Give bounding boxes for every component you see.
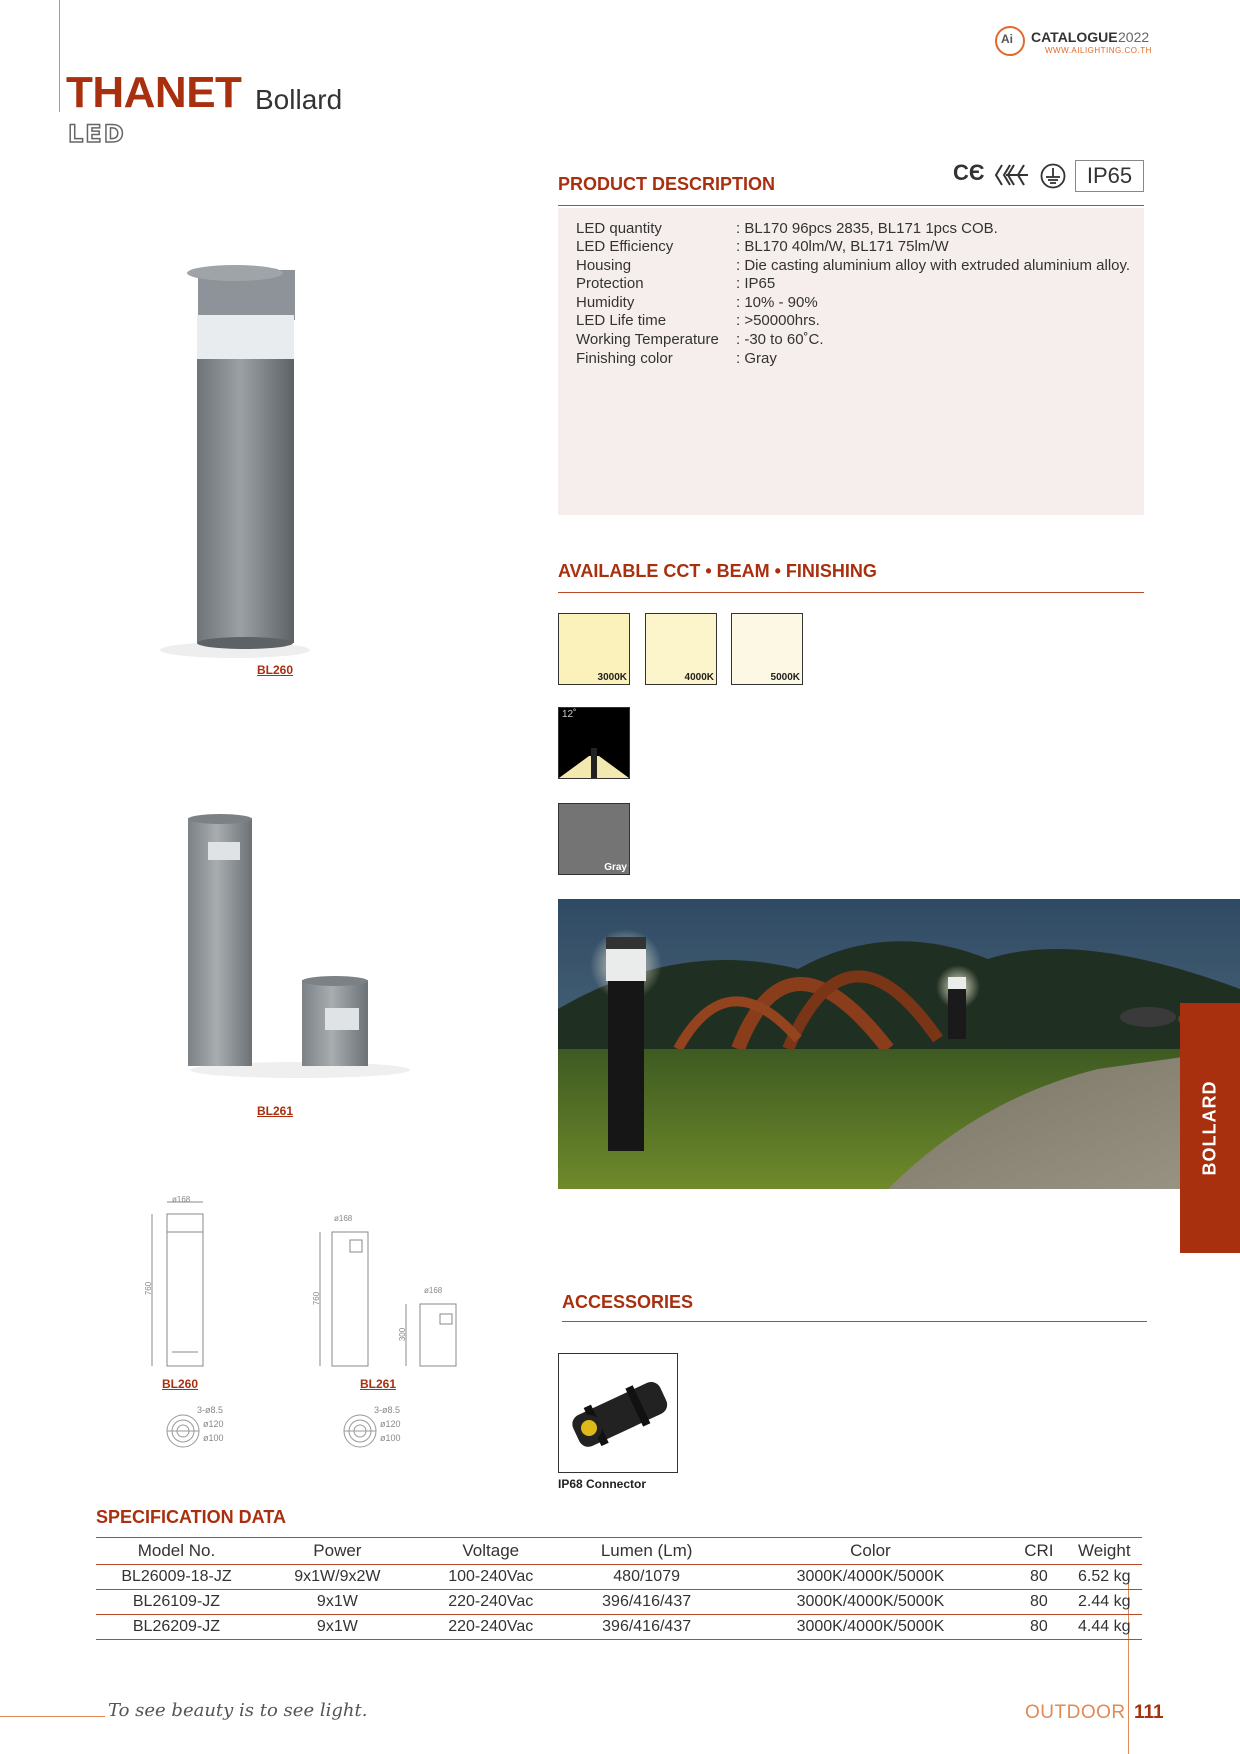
cct-swatch-5000k: 5000K (731, 613, 803, 685)
table-cell: 480/1079 (564, 1565, 730, 1590)
column-header: Weight (1067, 1538, 1142, 1565)
divider (558, 205, 1144, 206)
beam-angle-label: 12˚ (562, 709, 577, 720)
bl261-product-image (180, 812, 420, 1080)
table-cell: 9x1W (257, 1615, 418, 1640)
column-header: CRI (1011, 1538, 1066, 1565)
desc-row-finishing: Finishing color : Gray (576, 350, 777, 367)
desc-row-led-efficiency: LED Efficiency : BL170 40lm/W, BL171 75lm/W (576, 238, 949, 255)
table-cell: 396/416/437 (564, 1590, 730, 1615)
table-header-row (96, 1538, 1142, 1565)
ip68-connector-image (558, 1353, 678, 1473)
column-header: Color (730, 1538, 1012, 1565)
led-badge: LED (68, 120, 126, 148)
bl261-height-label: 760 (312, 1291, 322, 1306)
bl260-base-plan-drawing (165, 1401, 245, 1451)
ip68-connector-label: IP68 Connector (558, 1477, 647, 1491)
table-cell: 396/416/437 (564, 1615, 730, 1640)
bl260-dimension-drawing (130, 1192, 230, 1368)
catalogue-label: CATALOGUE (1031, 29, 1118, 45)
desc-row-life-time: LED Life time : >50000hrs. (576, 312, 820, 329)
bl261-base-plan-drawing (340, 1401, 430, 1451)
desc-row-housing: Housing : Die casting aluminium alloy with extruded aluminium alloy. (576, 257, 1131, 274)
table-cell: 3000K/4000K/5000K (730, 1565, 1012, 1590)
bl260-holes-label: 3-ø8.5 (197, 1405, 224, 1415)
bl260-drawing-caption: BL260 (162, 1377, 199, 1391)
ukca-mark-icon (994, 162, 1030, 188)
bl261-base-label: ø100 (380, 1433, 401, 1443)
footer-tagline: To see beauty is to see light. (108, 1700, 368, 1721)
table-cell: BL26109-JZ (96, 1590, 257, 1615)
column-header: Voltage (418, 1538, 564, 1565)
catalogue-year: 2022 (1118, 29, 1150, 45)
table-cell: BL26009-18-JZ (96, 1565, 257, 1590)
table-row (96, 1565, 1142, 1590)
cct-swatch-3000k: 3000K (558, 613, 630, 685)
bl261-drawing-caption: BL261 (360, 1377, 397, 1391)
class-earth-icon (1040, 163, 1066, 189)
table-cell: 9x1W/9x2W (257, 1565, 418, 1590)
desc-row-humidity: Humidity : 10% - 90% (576, 294, 818, 311)
bl261-small-height-label: 300 (398, 1327, 408, 1342)
bl261-small-diameter-label: ø168 (424, 1286, 443, 1295)
table-cell: 2.44 kg (1067, 1590, 1142, 1615)
table-cell: BL26209-JZ (96, 1615, 257, 1640)
bl261-dimension-drawing (310, 1210, 470, 1368)
ip-rating-badge: IP65 (1075, 160, 1144, 192)
column-header: Lumen (Lm) (564, 1538, 730, 1565)
specification-table (96, 1537, 1142, 1640)
table-cell: 80 (1011, 1590, 1066, 1615)
table-cell: 80 (1011, 1615, 1066, 1640)
divider (558, 592, 1144, 593)
header-accent-line (59, 0, 60, 112)
cct-swatch-4000k: 4000K (645, 613, 717, 685)
footer-section-label: OUTDOOR (1025, 1702, 1126, 1723)
desc-row-led-quantity: LED quantity : BL170 96pcs 2835, BL171 1pcs COB. (576, 220, 998, 237)
table-cell: 3000K/4000K/5000K (730, 1590, 1012, 1615)
page-number: 111 (1134, 1702, 1164, 1723)
bl260-caption: BL260 (257, 663, 294, 677)
bl260-base-label: ø100 (203, 1433, 224, 1443)
product-description-heading: PRODUCT DESCRIPTION (558, 174, 776, 194)
table-row (96, 1590, 1142, 1615)
table-cell: 100-240Vac (418, 1565, 564, 1590)
available-heading: AVAILABLE CCT • BEAM • FINISHING (558, 561, 877, 581)
bl260-height-label: 760 (144, 1281, 154, 1296)
application-photo (558, 899, 1240, 1189)
column-header: Power (257, 1538, 418, 1565)
table-cell: 3000K/4000K/5000K (730, 1615, 1012, 1640)
table-cell: 6.52 kg (1067, 1565, 1142, 1590)
beam-angle-icon (558, 707, 630, 779)
ce-mark-icon: CЄ (953, 160, 985, 185)
table-cell: 4.44 kg (1067, 1615, 1142, 1640)
bl261-diameter-label: ø168 (334, 1214, 353, 1223)
bl260-pcd-label: ø120 (203, 1419, 224, 1429)
bl261-holes-label: 3-ø8.5 (374, 1405, 401, 1415)
category-side-tab: BOLLARD (1180, 1003, 1240, 1253)
desc-row-working-temp: Working Temperature : -30 to 60˚C. (576, 331, 824, 348)
brand-logo-text: Ai (1001, 32, 1013, 46)
bl260-product-image (155, 265, 315, 660)
bl261-caption: BL261 (257, 1104, 294, 1118)
finish-swatch-gray: Gray (558, 803, 630, 875)
description-panel (558, 208, 1144, 515)
desc-row-protection: Protection : IP65 (576, 275, 776, 292)
table-cell: 220-240Vac (418, 1615, 564, 1640)
bl260-diameter-label: ø168 (172, 1195, 191, 1204)
accessories-heading: ACCESSORIES (562, 1292, 694, 1312)
bl261-pcd-label: ø120 (380, 1419, 401, 1429)
column-header: Model No. (96, 1538, 257, 1565)
footer-rule (0, 1716, 105, 1717)
product-subtitle: Bollard (255, 84, 343, 115)
table-cell: 220-240Vac (418, 1590, 564, 1615)
table-cell: 80 (1011, 1565, 1066, 1590)
divider (562, 1321, 1147, 1322)
specification-heading: SPECIFICATION DATA (96, 1507, 286, 1527)
product-title: THANET (66, 68, 242, 117)
website-url: WWW.AILIGHTING.CO.TH (1045, 46, 1152, 55)
table-row (96, 1615, 1142, 1640)
table-cell: 9x1W (257, 1590, 418, 1615)
